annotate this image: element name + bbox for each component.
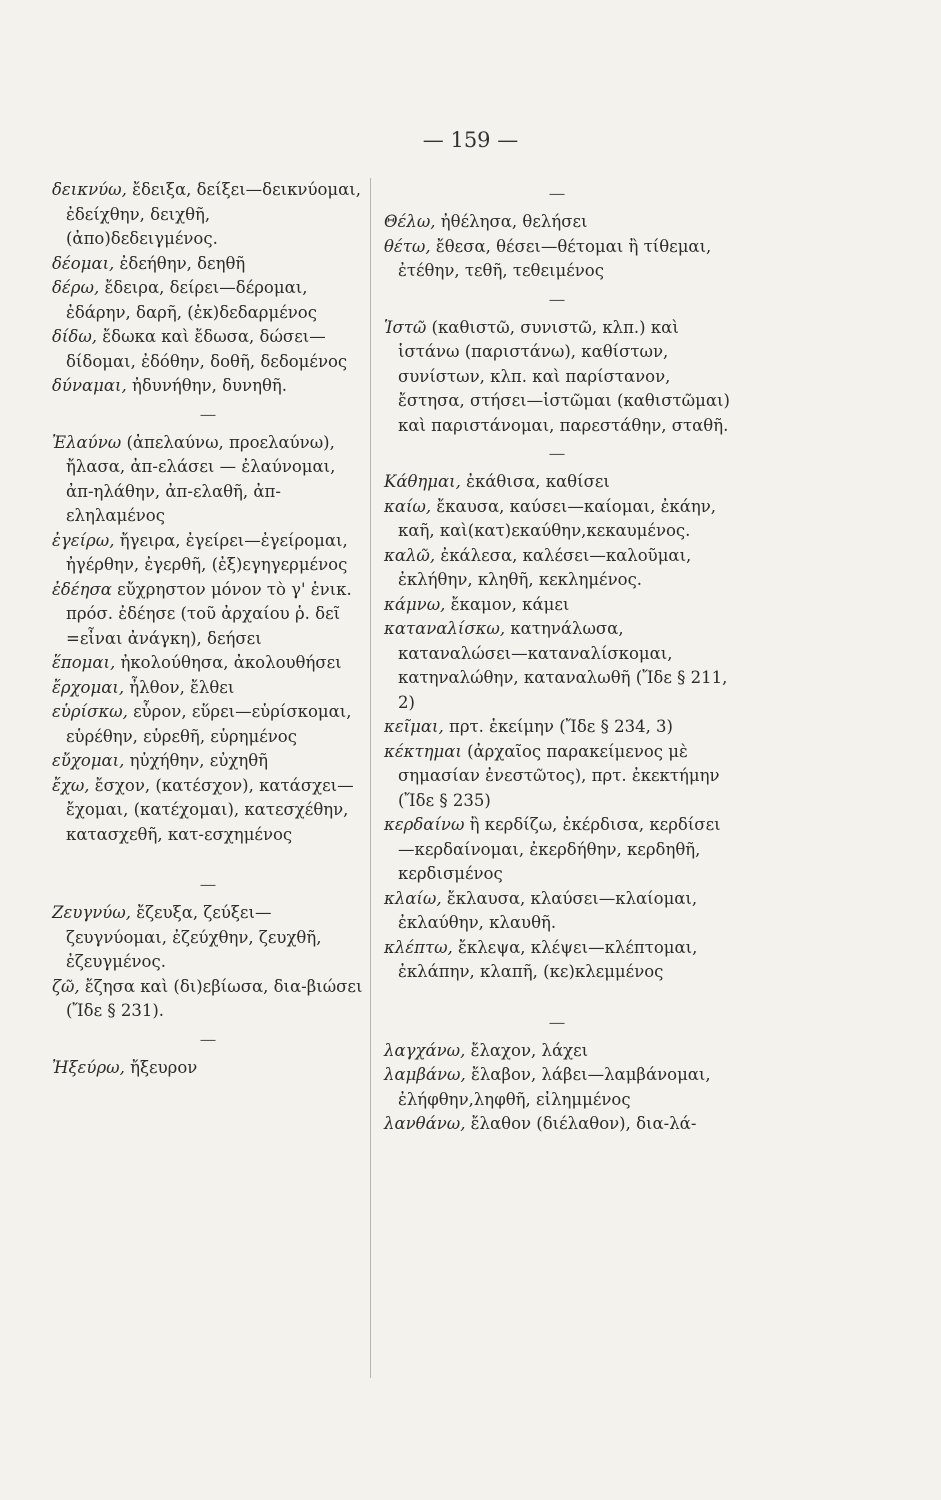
right-column	[384, 178, 730, 1137]
entry: δίδω, ἔδωκα καὶ ἔδωσα, δώσει—δίδομαι, ἐδόθην, δοθῆ, δεδομένος	[52, 327, 348, 371]
entry: Ἠξεύρω, ἤξευρον	[52, 1057, 198, 1077]
entry: θέτω, ἔθεσα, θέσει—θέτομαι ἢ τίθεμαι, ἐτέθην, τεθῆ, τεθειμένος	[384, 236, 712, 280]
entry: Ζευγνύω, ἔζευξα, ζεύξει—ζευγνύομαι, ἐζεύχθην, ζευχθῆ, ἐζευγμένος.	[52, 903, 322, 971]
section-separator: —	[548, 444, 566, 463]
section-separator: —	[199, 1029, 217, 1049]
entry: κέκτημαι (ἀρχαῖος παρακείμενος μὲ σημασίαν ἐνεστῶτος), πρτ. ἐκεκτήμην (Ἴδε § 235)	[384, 741, 720, 810]
entry: καλῶ, ἐκάλεσα, καλέσει—καλοῦμαι, ἐκλήθην, κληθῆ, κεκλημένος.	[384, 545, 692, 589]
column-divider	[370, 178, 371, 1378]
entry: καίω, ἔκαυσα, καύσει—καίομαι, ἐκάην, καῆ, καὶ(κατ)εκαύθην,κεκαυμένος.	[384, 496, 717, 540]
entry: Κάθημαι, ἐκάθισα, καθίσει	[384, 472, 610, 491]
entry: λανθάνω, ἔλαθον (διέλαθον), δια-λά-	[384, 1114, 697, 1133]
section-separator: —	[199, 875, 217, 894]
section-separator: —	[548, 1012, 566, 1032]
entry: δέρω, ἔδειρα, δείρει—δέρομαι, ἐδάρην, δαρῆ, (ἐκ)δεδαρμένος	[52, 278, 317, 322]
entry: εὑρίσκω, εὗρον, εὕρει—εὑρίσκομαι, εὑρέθην, εὑρεθῆ, εὑρημένος	[52, 702, 352, 746]
entry: ἕπομαι, ἠκολούθησα, ἀκολουθήσει	[52, 653, 342, 672]
section-separator: —	[548, 289, 566, 309]
entry: Ἱστῶ (καθιστῶ, συνιστῶ, κλπ.) καὶ ἱστάνω (παριστάνω), καθίστων, συνίστων, κλπ. καὶ παρίστανον, ἔστησα, στήσει—ἱστῶμαι (καθιστῶμαι) καὶ παριστάνομαι, παρεστάθην, σταθῆ.	[384, 317, 730, 435]
entry: δέομαι, ἐδεήθην, δεηθῆ	[52, 253, 246, 273]
entry: ζῶ, ἔζησα καὶ (δι)εβίωσα, δια-βιώσει (Ἴδε § 231).	[52, 976, 363, 1020]
entry: κεῖμαι, πρτ. ἐκείμην (Ἴδε § 234, 3)	[384, 717, 673, 736]
entry: ἐδέησα εὔχρηστον μόνον τὸ γ' ἑνικ. πρόσ. ἐδέησε (τοῦ ἀρχαίου ῥ. δεῖ =εἶναι ἀνάγκη), δεήσει	[52, 579, 352, 648]
page-number: — 159 —	[422, 128, 519, 152]
entry: ἔρχομαι, ἦλθον, ἔλθει	[52, 677, 235, 697]
entry: δεικνύω, ἔδειξα, δείξει—δεικνύομαι, ἐδείχθην, δειχθῆ, (ἀπο)δεδειγμένος.	[52, 180, 362, 248]
section-separator: —	[548, 184, 566, 203]
entry: κερδαίνω ἢ κερδίζω, ἐκέρδισα, κερδίσει—κερδαίνομαι, ἐκερδήθην, κερδηθῆ, κερδισμένος	[384, 815, 721, 883]
left-column	[52, 178, 364, 1080]
entry: εὔχομαι, ηὐχήθην, εὐχηθῆ	[52, 751, 269, 770]
entry: καταναλίσκω, κατηνάλωσα, καταναλώσει—καταναλίσκομαι, κατηναλώθην, καταναλωθῆ (Ἴδε § 211, 2)	[384, 619, 728, 712]
entry: Ἐλαύνω (ἀπελαύνω, προελαύνω), ἤλασα, ἀπ-ελάσει — ἐλαύνομαι, ἀπ-ηλάθην, ἀπ-ελαθῆ, ἀπ-εληλαμένος	[52, 432, 336, 525]
entry: ἔχω, ἔσχον, (κατέσχον), κατάσχει—ἔχομαι, (κατέχομαι), κατεσχέθην, κατασχεθῆ, κατ-εσχημένος	[52, 775, 354, 844]
entry: Θέλω, ἠθέλησα, θελήσει	[384, 212, 588, 231]
entry: κλέπτω, ἔκλεψα, κλέψει—κλέπτομαι, ἐκλάπην, κλαπῆ, (κε)κλεμμένος	[384, 937, 698, 981]
entry: κλαίω, ἔκλαυσα, κλαύσει—κλαίομαι, ἐκλαύθην, κλαυθῆ.	[384, 888, 698, 932]
entry: ἐγείρω, ἤγειρα, ἐγείρει—ἐγείρομαι, ἠγέρθην, ἐγερθῆ, (ἐξ)εγηγερμένος	[52, 530, 348, 574]
entry: λαγχάνω, ἔλαχον, λάχει	[384, 1040, 589, 1060]
section-separator: —	[199, 404, 217, 424]
entry: δύναμαι, ἠδυνήθην, δυνηθῆ.	[52, 376, 288, 395]
entry: κάμνω, ἔκαμον, κάμει	[384, 594, 570, 614]
entry: λαμβάνω, ἔλαβον, λάβει—λαμβάνομαι, ἐλήφθην,ληφθῆ, εἰλημμένος	[384, 1065, 711, 1109]
